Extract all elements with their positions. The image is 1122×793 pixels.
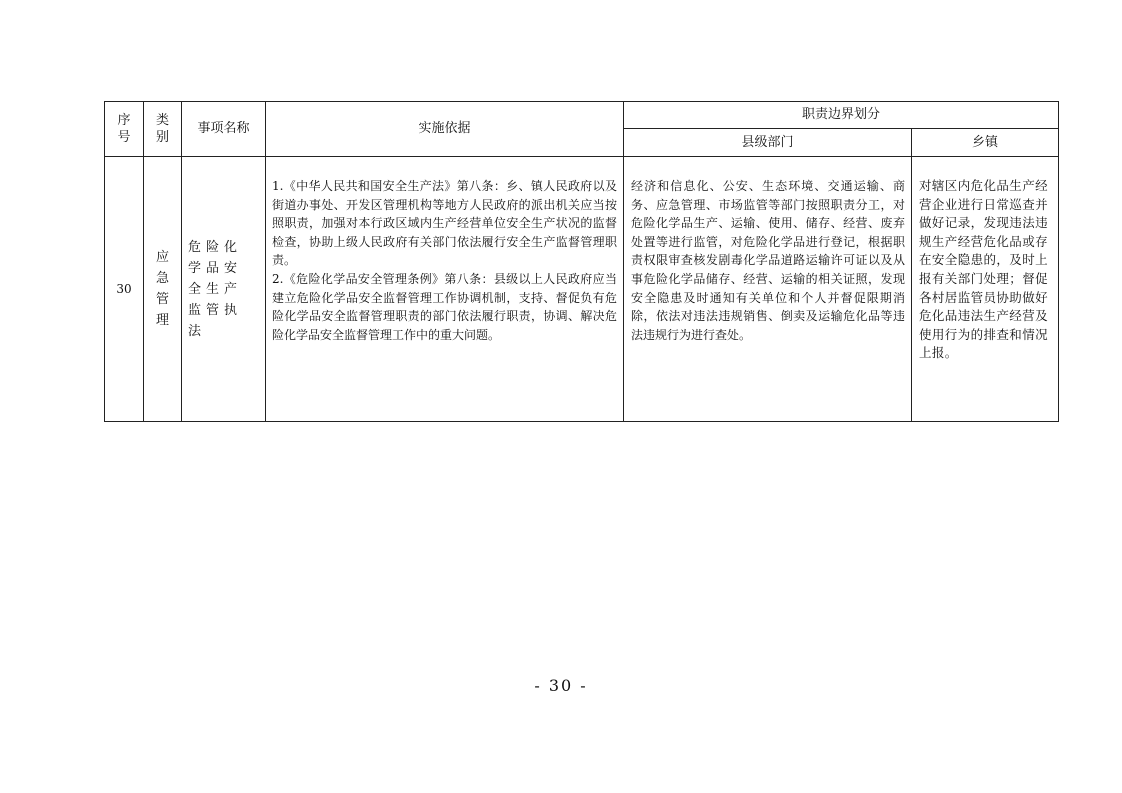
basis-paragraph-2: 2.《危险化学品安全管理条例》第八条：县级以上人民政府应当建立危险化学品安全监督管理工作协调机制，支持、督促负有危险化学品安全监督管理职责的部门依法履行职责，协调、解决危险化学品安全监督管理工作中的重大问题。 <box>272 271 617 342</box>
header-basis: 实施依据 <box>266 102 624 157</box>
row-seq: 30 <box>105 157 144 422</box>
page-number: - 30 - <box>534 676 588 695</box>
header-boundary: 职责边界划分 <box>624 102 1059 129</box>
row-category-char-1: 应 <box>155 250 169 265</box>
header-category-char-2: 别 <box>155 130 169 145</box>
header-seq <box>105 102 144 157</box>
row-town: 对辖区内危化品生产经营企业进行日常巡查并做好记录，发现违法违规生产经营危化品或存在安全隐患的，及时上报有关部门处理；督促各村居监管员协助做好危化品违法生产经营及使用行为的排查和情况上报。 <box>912 157 1059 422</box>
header-county: 县级部门 <box>624 129 912 157</box>
header-seq-char-2: 号 <box>117 130 131 145</box>
row-county: 经济和信息化、公安、生态环境、交通运输、商务、应急管理、市场监管等部门按照职责分工，对危险化学品生产、运输、使用、储存、经营、废弃处置等进行监管，对危险化学品进行登记，根据职责权限审查核发剧毒化学品道路运输许可证以及从事危险化学品储存、经营、运输的相关证照，发现安全隐患及时通知有关单位和个人并督促限期消除，依法对违法违规销售、倒卖及运输危化品等违法违规行为进行查处。 <box>624 157 912 422</box>
row-basis <box>266 157 624 422</box>
row-category-char-2: 急 <box>155 271 169 286</box>
row-category-char-4: 理 <box>155 313 169 328</box>
header-seq-char-1: 序 <box>117 113 131 128</box>
header-category <box>144 102 182 157</box>
row-category-char-3: 管 <box>155 292 169 307</box>
header-category-char-1: 类 <box>155 113 169 128</box>
header-town: 乡镇 <box>912 129 1059 157</box>
header-row-1 <box>105 102 1059 129</box>
basis-paragraph-1: 1.《中华人民共和国安全生产法》第八条：乡、镇人民政府以及街道办事处、开发区管理机构等地方人民政府的派出机关应当按照职责，加强对本行政区域内生产经营单位安全生产状况的监督检查，协助上级人民政府有关部门依法履行安全生产监督管理职责。 <box>272 179 617 268</box>
table-row <box>105 157 1059 422</box>
duty-boundary-table <box>104 101 1059 422</box>
header-item-name: 事项名称 <box>182 102 266 157</box>
row-category <box>144 157 182 422</box>
row-item-name: 危险化学品安全生产监管执法 <box>182 157 266 422</box>
